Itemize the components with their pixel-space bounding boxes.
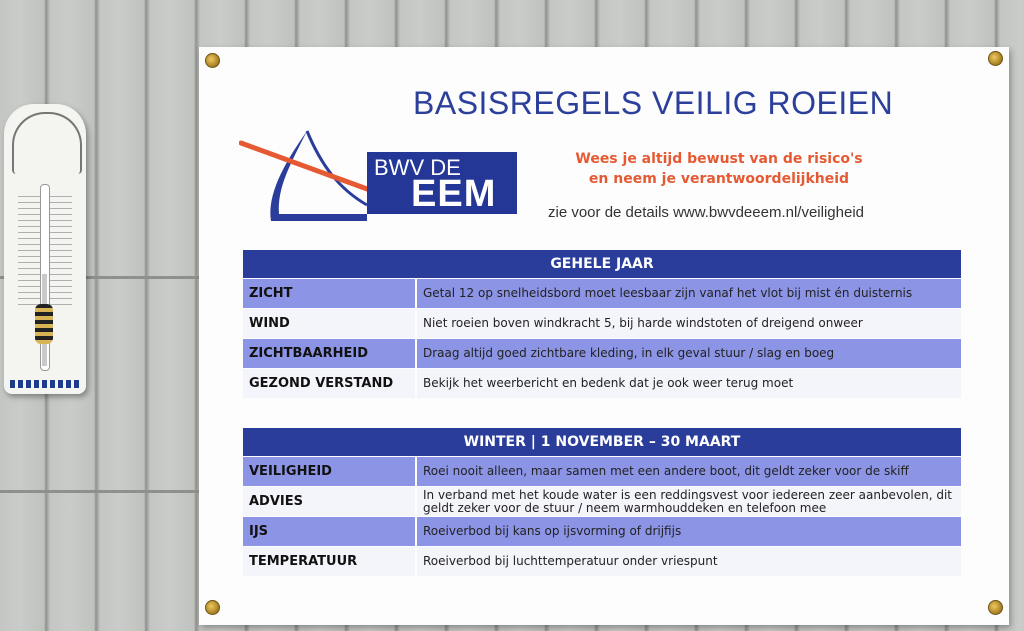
rule-value: Roei nooit alleen, maar samen met een andere boot, dit geldt zeker voor de skiff — [417, 457, 961, 486]
table-row — [243, 369, 961, 398]
table-row — [243, 457, 961, 486]
rule-value: Draag altijd goed zichtbare kleding, in elk geval stuur / slag en boeg — [417, 339, 961, 368]
table-winter — [243, 428, 961, 576]
rule-key: IJS — [243, 517, 415, 546]
screw-icon — [988, 600, 1003, 615]
table-row — [243, 279, 961, 308]
website-reference: zie voor de details www.bwvdeeem.nl/veiligheid — [548, 204, 864, 221]
table-header: GEHELE JAAR — [243, 250, 961, 278]
logo-text-top: BWV DE — [374, 155, 461, 180]
table-header: WINTER | 1 NOVEMBER – 30 MAART — [243, 428, 961, 456]
rule-key: ADVIES — [243, 487, 415, 516]
rule-value: Roeiverbod bij luchttemperatuur onder vriespunt — [417, 547, 961, 576]
rule-key: TEMPERATUUR — [243, 547, 415, 576]
slogan-line-1: Wees je altijd bewust van de risico's — [575, 151, 863, 167]
rule-key: ZICHTBAARHEID — [243, 339, 415, 368]
wall-thermometer — [4, 104, 86, 394]
plank-seam — [0, 490, 200, 493]
thermometer-ornament — [12, 112, 82, 174]
safety-rules-sign — [199, 47, 1009, 625]
table-row — [243, 309, 961, 338]
rule-value: Niet roeien boven windkracht 5, bij harde windstoten of dreigend onweer — [417, 309, 961, 338]
table-row — [243, 487, 961, 516]
table-row — [243, 339, 961, 368]
sign-title: BASISREGELS VEILIG ROEIEN — [413, 85, 894, 121]
rule-key: ZICHT — [243, 279, 415, 308]
screw-icon — [205, 600, 220, 615]
thermometer-bulb — [35, 304, 53, 344]
table-row — [243, 517, 961, 546]
slogan — [529, 149, 909, 189]
slogan-line-2: en neem je verantwoordelijkheid — [588, 171, 850, 187]
club-logo — [239, 125, 497, 223]
table-gehele-jaar — [243, 250, 961, 398]
rule-value: Getal 12 op snelheidsbord moet leesbaar zijn vanaf het vlot bij mist én duisternis — [417, 279, 961, 308]
rule-key: VEILIGHEID — [243, 457, 415, 486]
logo-text-bottom: EEM — [411, 173, 497, 215]
rule-key: GEZOND VERSTAND — [243, 369, 415, 398]
rule-value: In verband met het koude water is een reddingsvest voor iedereen zeer aanbevolen, dit geldt zeker voor de stuur / neem warmhouddeken en telefoon mee — [417, 487, 961, 516]
thermometer-footer-pattern — [10, 380, 80, 388]
rule-value: Roeiverbod bij kans op ijsvorming of drijfijs — [417, 517, 961, 546]
screw-icon — [205, 53, 220, 68]
screw-icon — [988, 51, 1003, 66]
rule-value: Bekijk het weerbericht en bedenk dat je ook weer terug moet — [417, 369, 961, 398]
rule-key: WIND — [243, 309, 415, 338]
table-row — [243, 547, 961, 576]
